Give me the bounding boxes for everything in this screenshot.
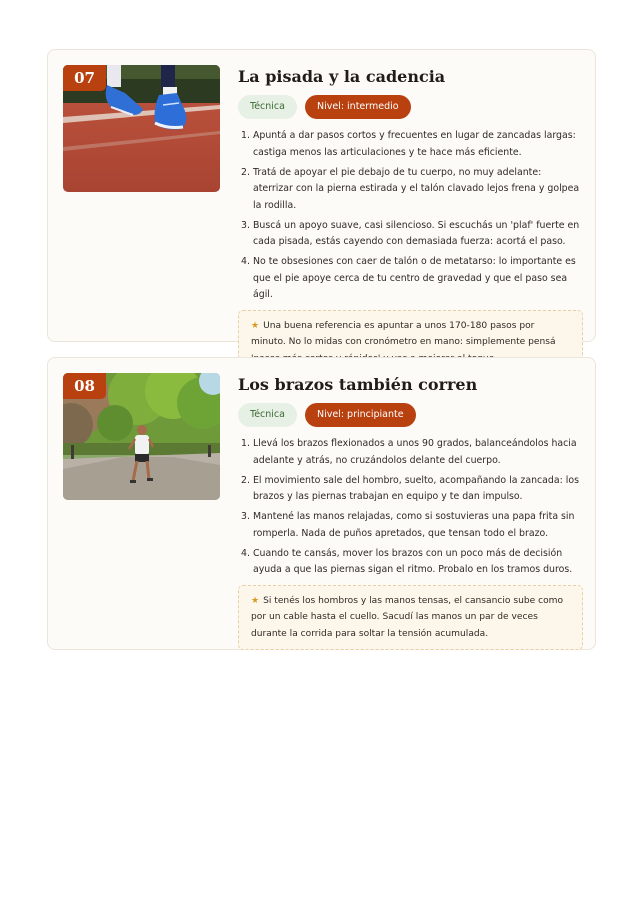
list-item bbox=[238, 165, 583, 215]
category-tag: Técnica bbox=[238, 403, 297, 427]
category-tag: Técnica bbox=[238, 95, 297, 119]
step-index: 3. bbox=[241, 219, 250, 231]
step-index: 2. bbox=[241, 474, 250, 486]
list-item bbox=[238, 128, 583, 161]
list-item bbox=[238, 473, 583, 506]
step-text: Cuando te cansás, mover los brazos con un poco más de decisión ayuda a que las piernas sigan el ritmo. Probalo en los tramos duros. bbox=[253, 547, 573, 575]
trophy-icon: ★ bbox=[251, 320, 260, 331]
card-content bbox=[238, 65, 583, 375]
step-text: El movimiento sale del hombro, suelto, acompañando la zancada: los brazos y las piernas trabajan en equipo y te dan impulso. bbox=[253, 474, 579, 502]
step-index: 4. bbox=[241, 547, 250, 559]
card-title: Los brazos también corren bbox=[238, 375, 478, 394]
step-text: Buscá un apoyo suave, casi silencioso. Si escuchás un 'plaf' fuerte en cada pisada, estás cayendo con demasiada fuerza: acortá el paso. bbox=[253, 219, 580, 247]
step-text: Apuntá a dar pasos cortos y frecuentes en lugar de zancadas largas: castiga menos las articulaciones y te hace más eficiente. bbox=[253, 130, 576, 158]
card-photo-runner bbox=[63, 373, 220, 500]
tag-row bbox=[238, 403, 583, 427]
step-text: No te obsesiones con caer de talón o de metatarso: lo importante es que el pie apoye cerca de tu centro de gravedad y que el paso sea ágil. bbox=[253, 256, 576, 300]
card-number: 08 bbox=[63, 373, 106, 399]
card-photo-running-shoes bbox=[63, 65, 220, 192]
list-item bbox=[238, 218, 583, 251]
level-tag: Nivel: principiante bbox=[305, 403, 416, 427]
steps-list bbox=[238, 436, 583, 579]
list-item bbox=[238, 436, 583, 469]
step-text: Mantené las manos relajadas, como si sostuvieras una papa frita sin romperla. Nada de puños apretados, que tensan todo el brazo. bbox=[253, 511, 575, 539]
level-tag: Nivel: intermedio bbox=[305, 95, 411, 119]
tip-text: Si tenés los hombros y las manos tensas, el cansancio sube como por un cable hasta el cuello. Sacudí las manos un par de veces durante la corrida para soltar la tensión acumulada. bbox=[251, 595, 564, 639]
tag-row bbox=[238, 95, 583, 119]
tip-card bbox=[47, 49, 596, 347]
tip-box bbox=[238, 585, 583, 651]
step-index: 3. bbox=[241, 511, 250, 522]
card-title: La pisada y la cadencia bbox=[238, 67, 446, 86]
step-text: Llevá los brazos flexionados a unos 90 grados, balanceándolos hacia adelante y atrás, no cruzándolos delante del cuerpo. bbox=[253, 438, 577, 466]
list-item bbox=[238, 509, 583, 542]
card-content bbox=[238, 373, 583, 650]
list-item bbox=[238, 254, 583, 304]
step-index: 4. bbox=[241, 256, 250, 267]
list-item bbox=[238, 546, 583, 579]
step-index: 1. bbox=[241, 130, 250, 141]
step-index: 1. bbox=[241, 438, 250, 449]
step-index: 2. bbox=[241, 166, 250, 178]
tip-text: Una buena referencia es apuntar a unos 170-180 pasos por minuto. No lo midas con cronómetro en mano: simplemente pensá bbox=[251, 320, 556, 347]
card-number: 07 bbox=[63, 65, 106, 91]
trophy-icon: ★ bbox=[251, 595, 260, 606]
steps-list bbox=[238, 128, 583, 304]
tip-card bbox=[47, 357, 596, 650]
step-text: Tratá de apoyar el pie debajo de tu cuerpo, no muy adelante: aterrizar con la pierna estirada y el talón clavado lejos frena y golpea la rodilla. bbox=[253, 166, 580, 211]
